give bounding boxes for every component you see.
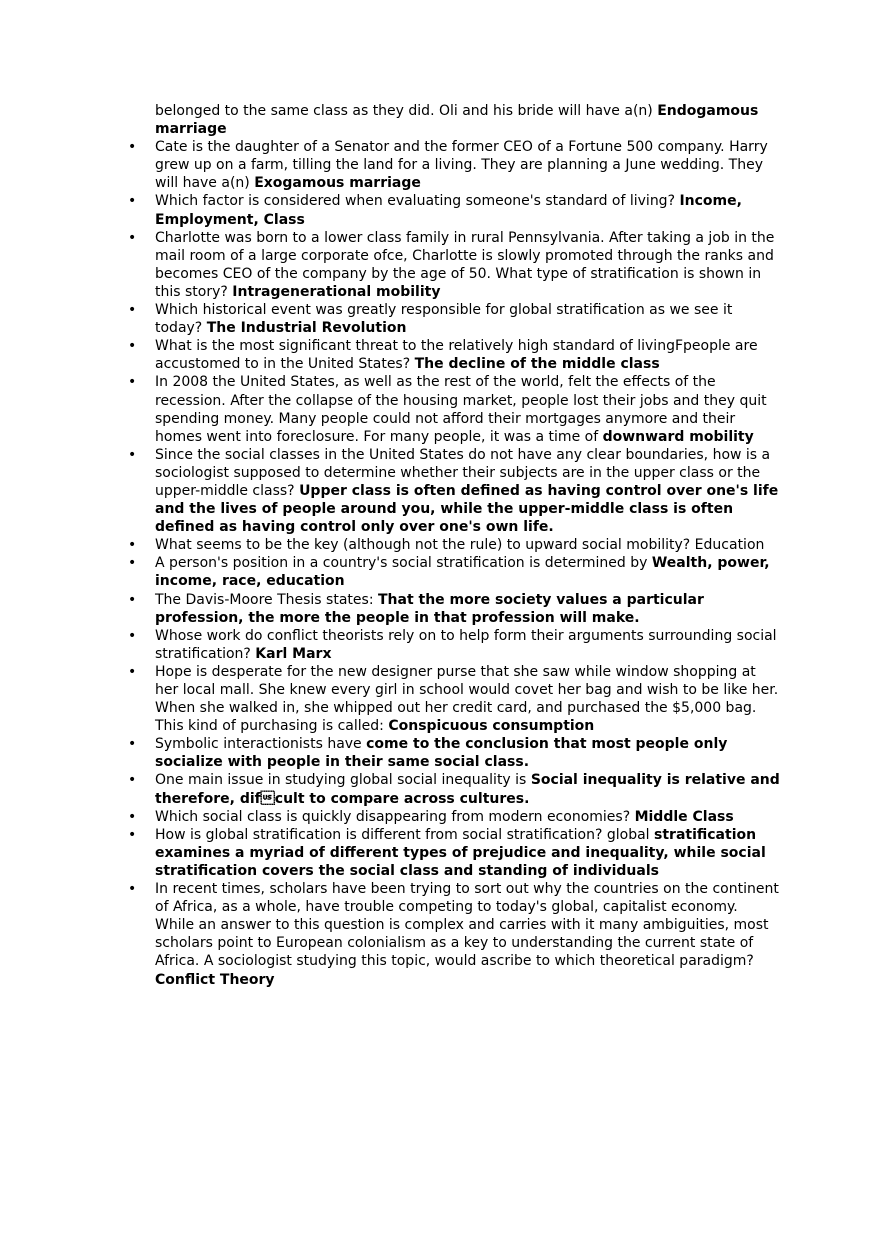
bullet-icon: • <box>128 446 137 463</box>
list-item <box>128 880 780 989</box>
answer-text: Income, Employment, Class <box>155 193 742 228</box>
answer-text: That the more society values a particular profession, the more the people in that profession will make. <box>155 591 704 626</box>
question-text: Since the social classes in the United States do not have any clear boundaries, how is a sociologist supposed to determine whether their subjects are in the upper class or the upper-middle class? <box>155 446 771 499</box>
bullet-icon: • <box>128 772 137 789</box>
question-text: Hope is desperate for the new designer purse that she saw while window shopping at her local mall. She knew every girl in school would covet her bag and wish to be like her. When she walked in, she whipped out her credit card, and purchased the $5,000 bag. This kind of purchasing is called: <box>155 663 779 735</box>
question-text: In 2008 the United States, as well as the rest of the world, felt the effects of the recession. After the collapse of the housing market, people lost their jobs and they quit spending money. Many people could not afford their mortgages anymore and their homes went into foreclosure. For many people, it was a time of <box>155 374 767 445</box>
list-item <box>128 373 780 445</box>
question-text: Which social class is quickly disappearing from modern economies? <box>155 808 635 825</box>
answer-text: Karl Marx <box>255 645 332 662</box>
list-item <box>128 554 780 590</box>
list-item <box>128 735 780 771</box>
bullet-icon: • <box>128 881 137 898</box>
answer-text: The decline of the middle class <box>414 356 660 373</box>
bullet-icon: • <box>128 537 137 554</box>
question-text: Cate is the daughter of a Senator and the former CEO of a Fortune 500 company. Harry grew up on a farm, tilling the land for a living. They are planning a June wedding. They will have a(n) <box>155 139 768 192</box>
list-item <box>128 808 780 826</box>
list-item <box>128 771 780 807</box>
question-text: Which factor is considered when evaluating someone's standard of living? <box>155 193 680 210</box>
bullet-icon: • <box>128 627 137 644</box>
list-item <box>128 229 780 301</box>
list-item <box>128 301 780 337</box>
answer-text: come to the conclusion that most people only socialize with people in their same social class. <box>155 736 728 771</box>
list-item <box>128 627 780 663</box>
answer-text: Upper class is often defined as having control over one's life and the lives of people around you, while the upper-middle class is often defined as having control only over one's own life. <box>155 482 779 536</box>
list-item <box>128 663 780 735</box>
list-item <box>128 826 780 880</box>
question-text: In recent times, scholars have been trying to sort out why the countries on the continent of Africa, as a whole, have trouble competing to today's global, capitalist economy. While an answer to this question is complex and carries with it many ambiguities, most scholars point to European colonialism as a key to understanding the current state of Africa. A sociologist studying this topic, would ascribe to which theoretical paradigm? <box>155 881 779 970</box>
question-text: Symbolic interactionists have <box>155 736 367 753</box>
answer-text: Endogamous marriage <box>155 103 759 138</box>
question-text: What seems to be the key (although not the rule) to upward social mobility? Education <box>155 537 765 554</box>
answer-text: Conspicuous consumption <box>388 718 595 735</box>
question-text: One main issue in studying global social inequality is <box>155 772 531 789</box>
question-text: Whose work do conflict theorists rely on to help form their arguments surrounding social stratification? <box>155 627 777 662</box>
list-item <box>128 138 780 192</box>
answer-text: stratification examines a myriad of different types of prejudice and inequality, while social stratification covers the social class and standing of individuals <box>155 826 766 879</box>
bullet-icon: • <box>128 591 137 608</box>
answer-text: downward mobility <box>602 428 754 445</box>
question-list <box>128 102 780 989</box>
answer-text: Middle Class <box>634 808 734 825</box>
list-item <box>155 102 780 138</box>
list-item <box>128 591 780 627</box>
question-text: The Davis-Moore Thesis states: <box>155 591 378 608</box>
bullet-icon: • <box>128 826 137 843</box>
question-text: Which historical event was greatly responsible for global stratification as we see it today? <box>155 302 733 337</box>
answer-text: Wealth, power, income, race, education <box>155 555 770 590</box>
question-text: A person's position in a country's social stratification is determined by <box>155 555 652 572</box>
bullet-icon: • <box>128 808 137 825</box>
answer-text: Social inequality is relative and therefore, dif cult to compare across cultures. <box>155 772 780 807</box>
bullet-icon: • <box>128 193 137 210</box>
bullet-icon: • <box>128 736 137 753</box>
bullet-icon: • <box>128 338 137 355</box>
question-text: belonged to the same class as they did. Oli and his bride will have a(n) <box>155 103 658 119</box>
list-item <box>128 337 780 373</box>
answer-text: Intragenerational mobility <box>232 283 441 300</box>
bullet-icon: • <box>128 663 137 680</box>
bullet-icon: • <box>128 374 137 391</box>
answer-text: Exogamous marriage <box>254 175 421 192</box>
question-text: How is global stratification is different from social stratification? global <box>155 826 655 843</box>
list-item <box>128 536 780 554</box>
question-text: What is the most significant threat to the relatively high standard of livingFpeople are accustomed to in the United States? <box>155 338 758 373</box>
list-item <box>128 446 780 536</box>
bullet-icon: • <box>128 555 137 572</box>
answer-text: The Industrial Revolution <box>206 320 407 337</box>
bullet-icon: • <box>128 302 137 319</box>
bullet-icon: • <box>128 139 137 156</box>
answer-text: Conflict Theory <box>155 971 275 988</box>
question-text: Charlotte was born to a lower class family in rural Pennsylvania. After taking a job in the mail room of a large corporate ofce, Charlotte is slowly promoted through the ranks and becomes CEO of the company by the age of 50. What type of stratification is shown in this story? <box>155 229 775 300</box>
bullet-icon: • <box>128 229 137 246</box>
list-item <box>128 192 780 228</box>
